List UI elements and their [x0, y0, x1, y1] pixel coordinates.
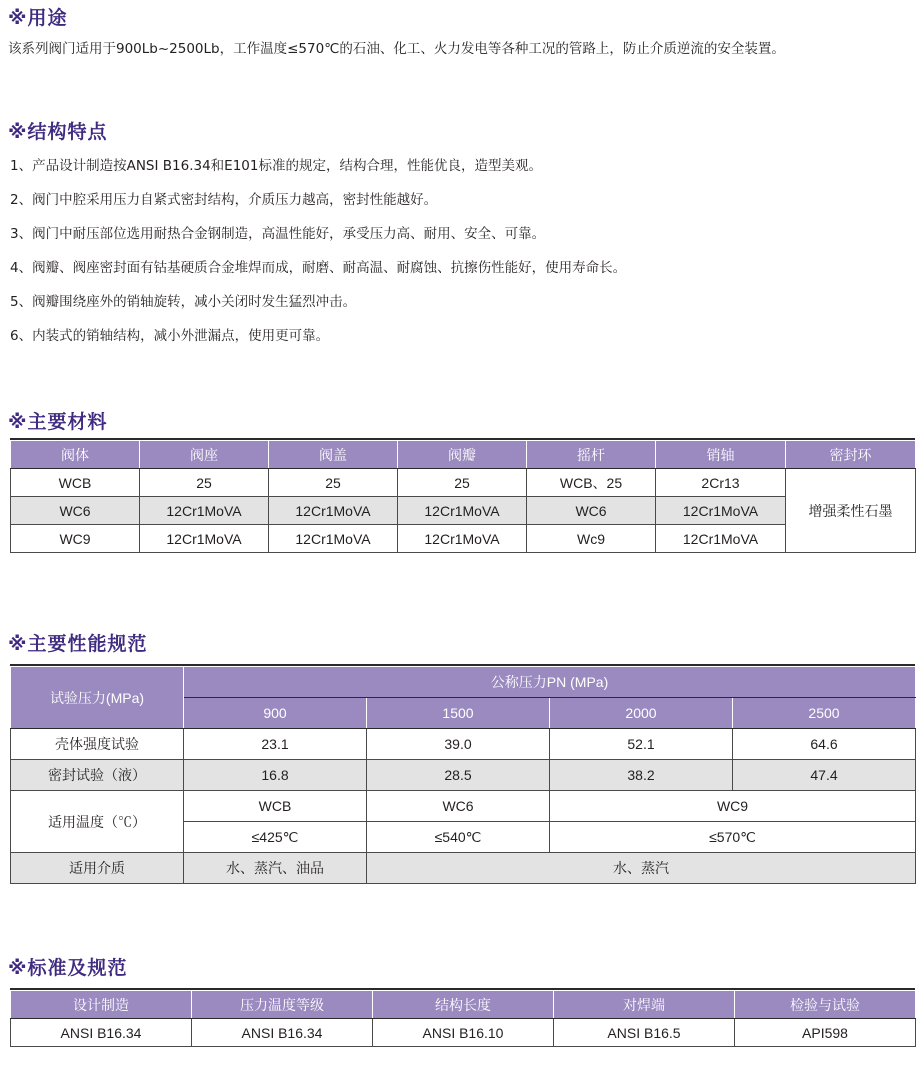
materials-header: 阀瓣: [398, 441, 527, 469]
table-cell: 52.1: [550, 729, 733, 760]
table-cell: ANSI B16.10: [373, 1019, 554, 1047]
table-cell: 12Cr1MoVA: [398, 525, 527, 553]
materials-header: 阀盖: [269, 441, 398, 469]
table-cell: 25: [140, 469, 269, 497]
table-cell: WC9: [550, 791, 916, 822]
table-cell: WCB: [184, 791, 367, 822]
table-cell: 23.1: [184, 729, 367, 760]
table-cell: ANSI B16.5: [554, 1019, 735, 1047]
standards-header: 设计制造: [11, 991, 192, 1019]
medium-label: 适用介质: [11, 853, 184, 884]
features-section: [0, 120, 924, 350]
table-row: [11, 497, 916, 525]
features-title: ※结构特点: [8, 121, 108, 143]
feature-item-2: 2、阀门中腔采用压力自紧式密封结构，介质压力越高，密封性能越好。: [10, 192, 438, 208]
table-cell: 12Cr1MoVA: [656, 497, 786, 525]
table-cell: WC6: [11, 497, 140, 525]
table-cell: WC6: [527, 497, 656, 525]
performance-header-row: [11, 667, 916, 698]
table-cell: 39.0: [367, 729, 550, 760]
table-cell: WC6: [367, 791, 550, 822]
feature-item-3: 3、阀门中耐压部位选用耐热合金钢制造，高温性能好，承受压力高、耐用、安全、可靠。: [10, 226, 546, 242]
table-cell: 12Cr1MoVA: [140, 497, 269, 525]
standards-header: 结构长度: [373, 991, 554, 1019]
table-cell: ANSI B16.34: [192, 1019, 373, 1047]
materials-title: ※主要材料: [8, 411, 108, 433]
feature-item-5: 5、阀瓣围绕座外的销轴旋转，减小关闭时发生猛烈冲击。: [10, 294, 357, 310]
temperature-label: 适用温度（℃）: [11, 791, 184, 853]
performance-section: [0, 632, 924, 892]
table-cell: ANSI B16.34: [11, 1019, 192, 1047]
table-cell: 水、蒸汽、油品: [184, 853, 367, 884]
table-cell: 12Cr1MoVA: [398, 497, 527, 525]
performance-title: ※主要性能规范: [8, 633, 148, 655]
table-row: [11, 469, 916, 497]
feature-item-1: 1、产品设计制造按ANSI B16.34和E101标准的规定，结构合理，性能优良，造型美观。: [10, 158, 542, 174]
materials-header: 阀体: [11, 441, 140, 469]
feature-item-4: 4、阀瓣、阀座密封面有钴基硬质合金堆焊而成，耐磨、耐高温、耐腐蚀、抗擦伤性能好，使用寿命长。: [10, 260, 627, 276]
materials-header-row: [11, 441, 916, 469]
standards-table: [10, 990, 916, 1047]
table-cell: 64.6: [733, 729, 916, 760]
table-cell: WCB、25: [527, 469, 656, 497]
standards-header: 压力温度等级: [192, 991, 373, 1019]
performance-table: [10, 666, 916, 884]
materials-header: 密封环: [786, 441, 916, 469]
table-row: [11, 729, 916, 760]
table-cell: 25: [398, 469, 527, 497]
materials-header: 阀座: [140, 441, 269, 469]
usage-text: 该系列阀门适用于900Lb~2500Lb，工作温度≤570℃的石油、化工、火力发电等各种工况的管路上，防止介质逆流的安全装置。: [8, 41, 785, 57]
standards-section: [0, 956, 924, 1056]
pressure-class: 2500: [733, 698, 916, 729]
table-cell: 12Cr1MoVA: [656, 525, 786, 553]
table-cell: 2Cr13: [656, 469, 786, 497]
materials-table: [10, 440, 916, 553]
pressure-class: 2000: [550, 698, 733, 729]
table-cell: 25: [269, 469, 398, 497]
feature-item-6: 6、内装式的销轴结构，减小外泄漏点，使用更可靠。: [10, 328, 330, 344]
table-cell: 16.8: [184, 760, 367, 791]
table-cell: 47.4: [733, 760, 916, 791]
pressure-class: 1500: [367, 698, 550, 729]
table-cell: 38.2: [550, 760, 733, 791]
standards-header: 对焊端: [554, 991, 735, 1019]
table-cell: Wc9: [527, 525, 656, 553]
table-row: [11, 1019, 916, 1047]
table-cell: 28.5: [367, 760, 550, 791]
table-cell: WC9: [11, 525, 140, 553]
usage-section: [0, 6, 924, 57]
table-cell: ≤425℃: [184, 822, 367, 853]
standards-header-row: [11, 991, 916, 1019]
table-row: [11, 525, 916, 553]
materials-header: 摇杆: [527, 441, 656, 469]
test-pressure-header: 试验压力(MPa): [11, 667, 184, 729]
table-cell: 12Cr1MoVA: [269, 525, 398, 553]
table-cell: 12Cr1MoVA: [140, 525, 269, 553]
usage-title: ※用途: [8, 7, 68, 29]
standards-header: 检验与试验: [735, 991, 916, 1019]
seal-test-label: 密封试验（液）: [11, 760, 184, 791]
table-row: [11, 791, 916, 822]
table-cell: 水、蒸汽: [367, 853, 916, 884]
pressure-class: 900: [184, 698, 367, 729]
table-row: [11, 760, 916, 791]
seal-ring-cell: 增强柔性石墨: [786, 469, 916, 553]
table-cell: ≤540℃: [367, 822, 550, 853]
table-cell: ≤570℃: [550, 822, 916, 853]
table-cell: API598: [735, 1019, 916, 1047]
materials-header: 销轴: [656, 441, 786, 469]
materials-section: [0, 410, 924, 570]
table-cell: 12Cr1MoVA: [269, 497, 398, 525]
shell-test-label: 壳体强度试验: [11, 729, 184, 760]
nominal-pressure-header: 公称压力PN (MPa): [184, 667, 916, 698]
table-cell: WCB: [11, 469, 140, 497]
table-row: [11, 853, 916, 884]
standards-title: ※标准及规范: [8, 957, 128, 979]
